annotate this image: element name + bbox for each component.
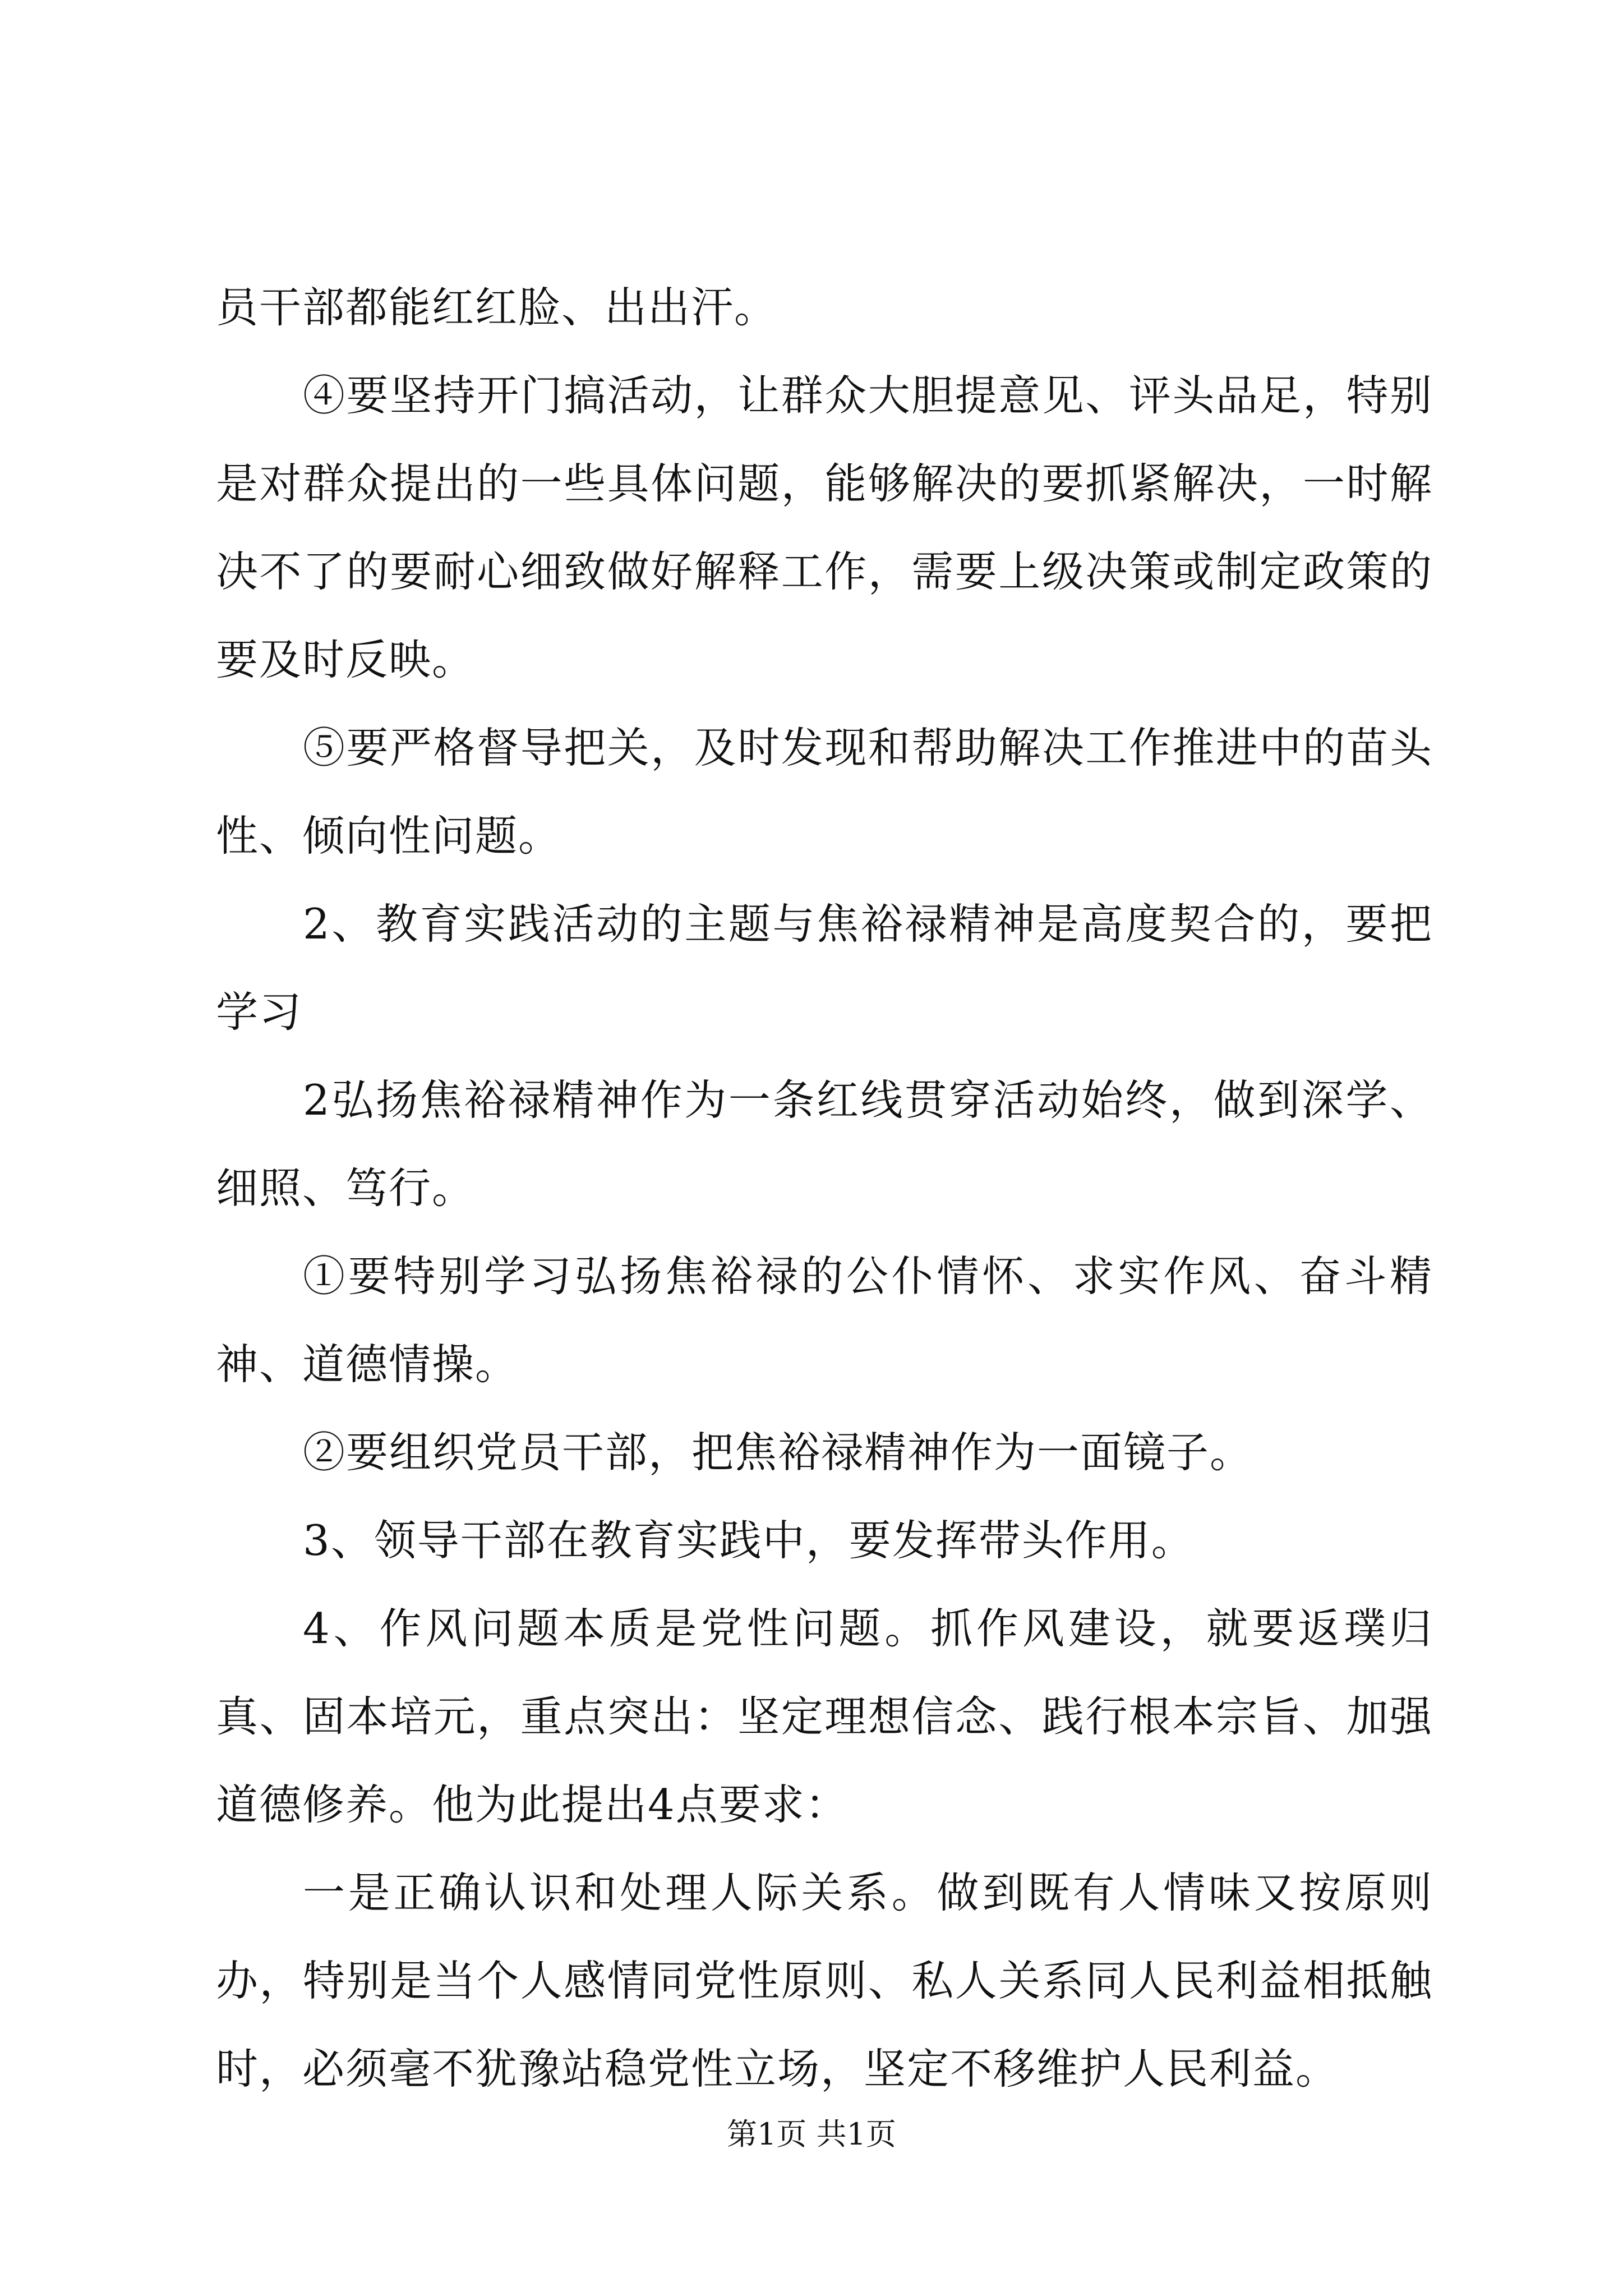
paragraph: 3、领导干部在教育实践中，要发挥带头作用。 xyxy=(303,1516,1195,1565)
paragraph: ①要特别学习弘扬焦裕禄的公仆情怀、求实作风、奋斗精神、道德情操。 xyxy=(216,1251,1433,1389)
paragraph: 2、教育实践活动的主题与焦裕禄精神是高度契合的，要把学习 xyxy=(216,899,1433,1037)
paragraph: ⑤要严格督导把关，及时发现和帮助解决工作推进中的苗头性、倾向性问题。 xyxy=(216,723,1433,861)
paragraph: 一是正确认识和处理人际关系。做到既有人情味又按原则办，特别是当个人感情同党性原则、私人关系同人民利益相抵触时，必须毫不犹豫站稳党性立场，坚定不移维护人民利益。 xyxy=(216,1868,1433,2093)
paragraph: 2弘扬焦裕禄精神作为一条红线贯穿活动始终，做到深学、细照、笃行。 xyxy=(216,1075,1433,1213)
page-number-footer: 第1页 共1页 xyxy=(727,2116,896,2152)
paragraph: 4、作风问题本质是党性问题。抓作风建设，就要返璞归真、固本培元，重点突出：坚定理想信念、践行根本宗旨、加强道德修养。他为此提出4点要求： xyxy=(216,1604,1433,1829)
paragraph: ④要坚持开门搞活动，让群众大胆提意见、评头品足，特别是对群众提出的一些具体问题，能够解决的要抓紧解决，一时解决不了的要耐心细致做好解释工作，需要上级决策或制定政策的要及时反映。 xyxy=(216,371,1433,684)
paragraph: ②要组织党员干部，把焦裕禄精神作为一面镜子。 xyxy=(303,1428,1253,1477)
paragraph: 员干部都能红红脸、出出汗。 xyxy=(216,283,778,332)
document-body xyxy=(216,264,1433,2113)
